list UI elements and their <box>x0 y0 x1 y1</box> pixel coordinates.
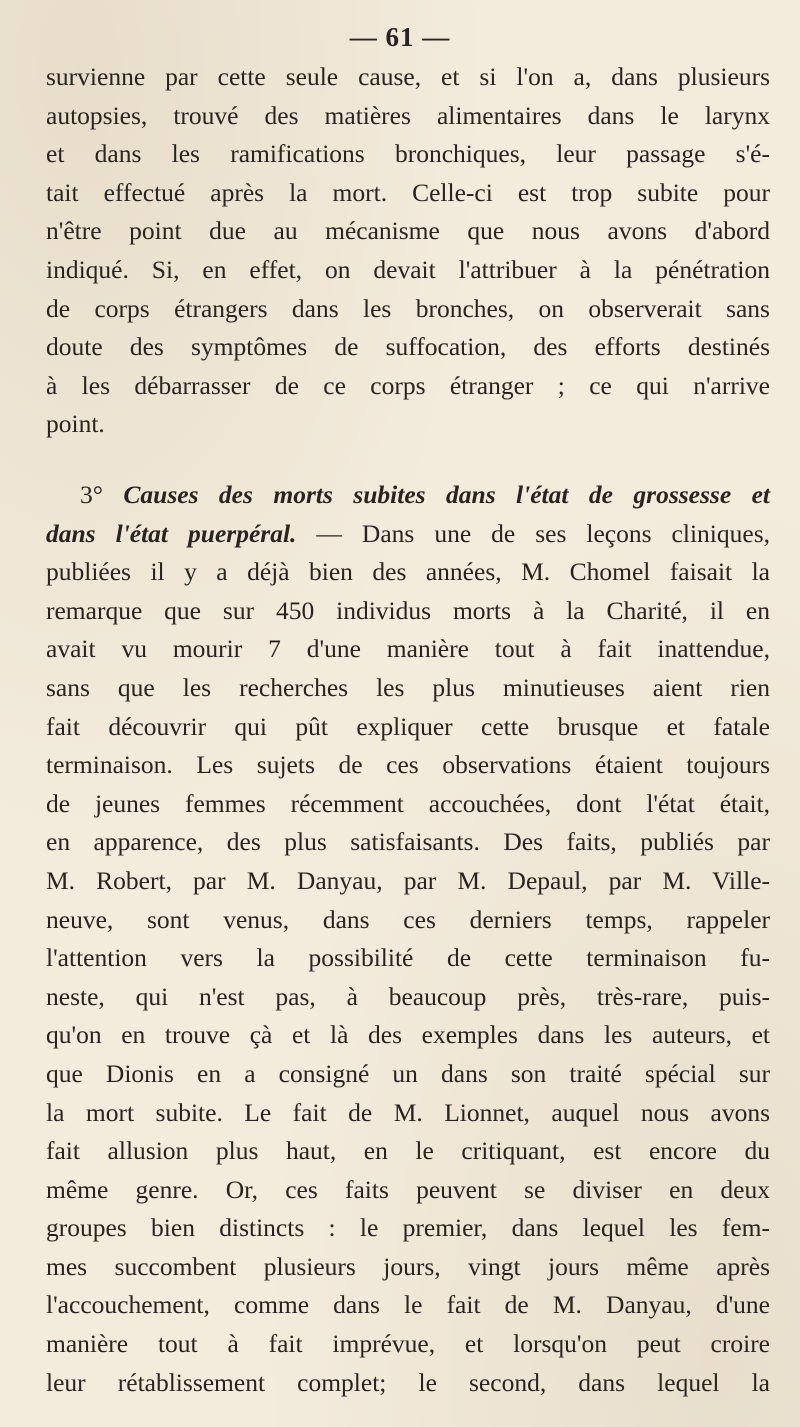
text-line: terminaison. Les sujets de ces observations étaient toujours <box>46 750 770 780</box>
text-line: mes succombent plusieurs jours, vingt jours même après <box>46 1251 770 1281</box>
page-number: — 61 — <box>349 22 451 52</box>
text-line: avait vu mourir 7 d'une manière tout à fait inattendue, <box>46 634 770 664</box>
text-line: neste, qui n'est pas, à beaucoup près, très-rare, puis- <box>46 981 770 1011</box>
paragraph-1 <box>46 58 770 444</box>
text-line: et dans les ramifications bronchiques, leur passage s'é- <box>46 139 770 169</box>
text-line: doute des symptômes de suffocation, des efforts destinés <box>46 332 770 362</box>
text-line: point. <box>46 409 105 439</box>
text-line: à les débarrasser de ce corps étranger ; ce qui n'arrive <box>46 370 770 400</box>
text-line: leur rétablissement complet; le second, dans lequel la <box>46 1367 770 1397</box>
text-line: sans que les recherches les plus minutieuses aient rien <box>46 672 770 702</box>
section-heading-continued: dans l'état puerpéral. <box>46 518 297 548</box>
section-number: 3° <box>80 480 103 509</box>
text-line: qu'on en trouve çà et là des exemples dans les auteurs, et <box>46 1020 770 1050</box>
text-line: remarque que sur 450 individus morts à la Charité, il en <box>46 595 770 625</box>
text-line: publiées il y a déjà bien des années, M. Chomel faisait la <box>46 557 770 587</box>
text-line: en apparence, des plus satisfaisants. Des faits, publiés par <box>46 827 770 857</box>
text-line: de jeunes femmes récemment accouchées, dont l'état était, <box>46 788 770 818</box>
text-line: n'être point due au mécanisme que nous avons d'abord <box>46 216 770 246</box>
paragraph-start: — Dans une de ses leçons cliniques, <box>296 518 770 548</box>
paragraph-2 <box>46 476 770 1402</box>
text-line: manière tout à fait imprévue, et lorsqu'on peut croire <box>46 1329 770 1359</box>
text-line: même genre. Or, ces faits peuvent se diviser en deux <box>46 1174 770 1204</box>
text-line: de corps étrangers dans les bronches, on observerait sans <box>46 293 770 323</box>
text-line: que Dionis en a consigné un dans son traité spécial sur <box>46 1058 770 1088</box>
section-heading-line-2 <box>46 515 770 554</box>
text-line: autopsies, trouvé des matières alimentaires dans le larynx <box>46 100 770 130</box>
text-line: l'accouchement, comme dans le fait de M. Danyau, d'une <box>46 1290 770 1320</box>
text-line: M. Robert, par M. Danyau, par M. Depaul, par M. Ville- <box>46 865 770 895</box>
text-line: survienne par cette seule cause, et si l'on a, dans plusieurs <box>46 62 770 91</box>
text-line: tait effectué après la mort. Celle-ci est trop subite pour <box>46 177 770 207</box>
section-heading-line-1 <box>46 476 770 515</box>
text-line: neuve, sont venus, dans ces derniers temps, rappeler <box>46 904 770 934</box>
text-line: fait découvrir qui pût expliquer cette brusque et fatale <box>46 711 770 741</box>
text-line: la mort subite. Le fait de M. Lionnet, auquel nous avons <box>46 1097 770 1127</box>
section-heading: Causes des morts subites dans l'état de grossesse et <box>123 480 770 509</box>
text-line: groupes bien distincts : le premier, dans lequel les fem- <box>46 1213 770 1243</box>
text-line: indiqué. Si, en effet, on devait l'attribuer à la pénétration <box>46 254 770 284</box>
text-line: fait allusion plus haut, en le critiquant, est encore du <box>46 1136 770 1166</box>
text-line: l'attention vers la possibilité de cette terminaison fu- <box>46 943 770 973</box>
